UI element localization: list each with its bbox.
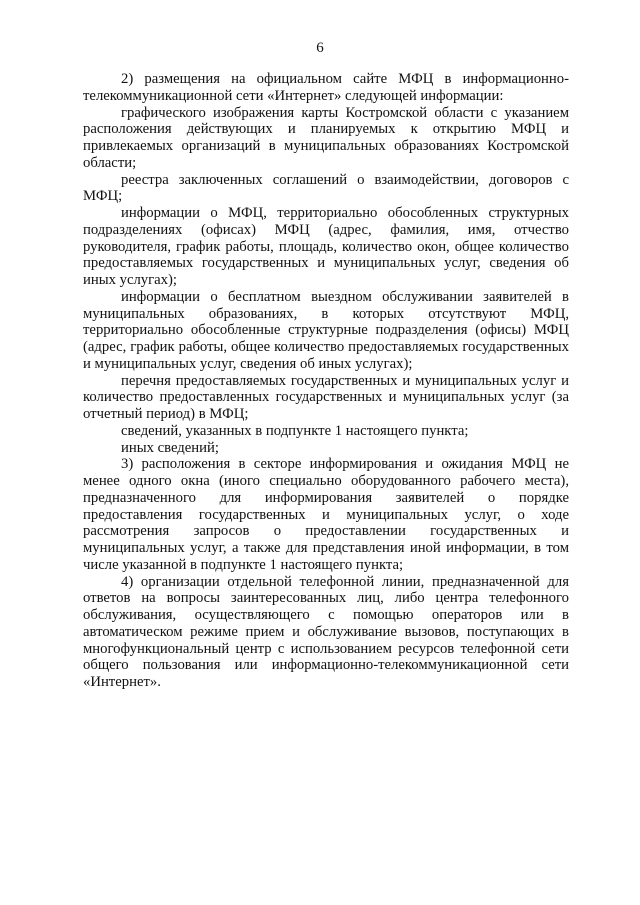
paragraph-item-4: 4) организации отдельной телефонной линии, предназначенной для ответов на вопросы заинтересованных лиц, либо центра телефонного обслуживания, осуществляющего с помощью операторов или в автоматическом режиме прием и обслуживание вызовов, поступающих в многофункциональный центр с использованием ресурсов телефонной сети общего пользования или информационно-телекоммуникационной сети «Интернет». [83, 573, 569, 690]
paragraph-subpoint-reference: сведений, указанных в подпункте 1 настоящего пункта; [121, 422, 469, 439]
paragraph-item-2: 2) размещения на официальном сайте МФЦ в информационно-телекоммуникационной сети «Интернет» следующей информации: [83, 71, 569, 104]
paragraph-map-image: графического изображения карты Костромской области с указанием расположения действующих и планируемых к открытию МФЦ и привлекаемых организаций в муниципальных образованиях Костромской области; [83, 104, 569, 171]
paragraph-other-info: иных сведений; [121, 439, 219, 456]
paragraph-mfc-info: информации о МФЦ, территориально обособленных структурных подразделениях (офисах) МФЦ (адрес, фамилия, имя, отчество руководителя, график работы, площадь, количество окон, общее количество предоставляемых государственных и муниципальных услуг, сведения об иных услугах); [83, 205, 569, 288]
page-number: 6 [316, 40, 324, 56]
paragraph-services-list: перечня предоставляемых государственных и муниципальных услуг и количество предоставленных государственных и муниципальных услуг (за отчетный период) в МФЦ; [83, 372, 569, 422]
paragraph-item-3: 3) расположения в секторе информирования и ожидания МФЦ не менее одного окна (иного специально оборудованного рабочего места), предназначенного для информирования заявителей о порядке предоставления государственных и муниципальных услуг, о ходе рассмотрения запросов о предоставлении государственных и муниципальных услуг, а также для представления иной информации, в том числе указанной в подпункте 1 настоящего пункта; [83, 456, 569, 573]
document-body [83, 71, 569, 691]
paragraph-agreements-registry: реестра заключенных соглашений о взаимодействии, договоров с МФЦ; [83, 171, 569, 205]
paragraph-mobile-service-info: информации о бесплатном выездном обслуживании заявителей в муниципальных образованиях, в которых отсутствуют МФЦ, территориально обособленные структурные подразделения (офисы) МФЦ (адрес, график работы, общее количество предоставляемых государственных и муниципальных услуг, сведения об иных услугах); [83, 288, 569, 372]
